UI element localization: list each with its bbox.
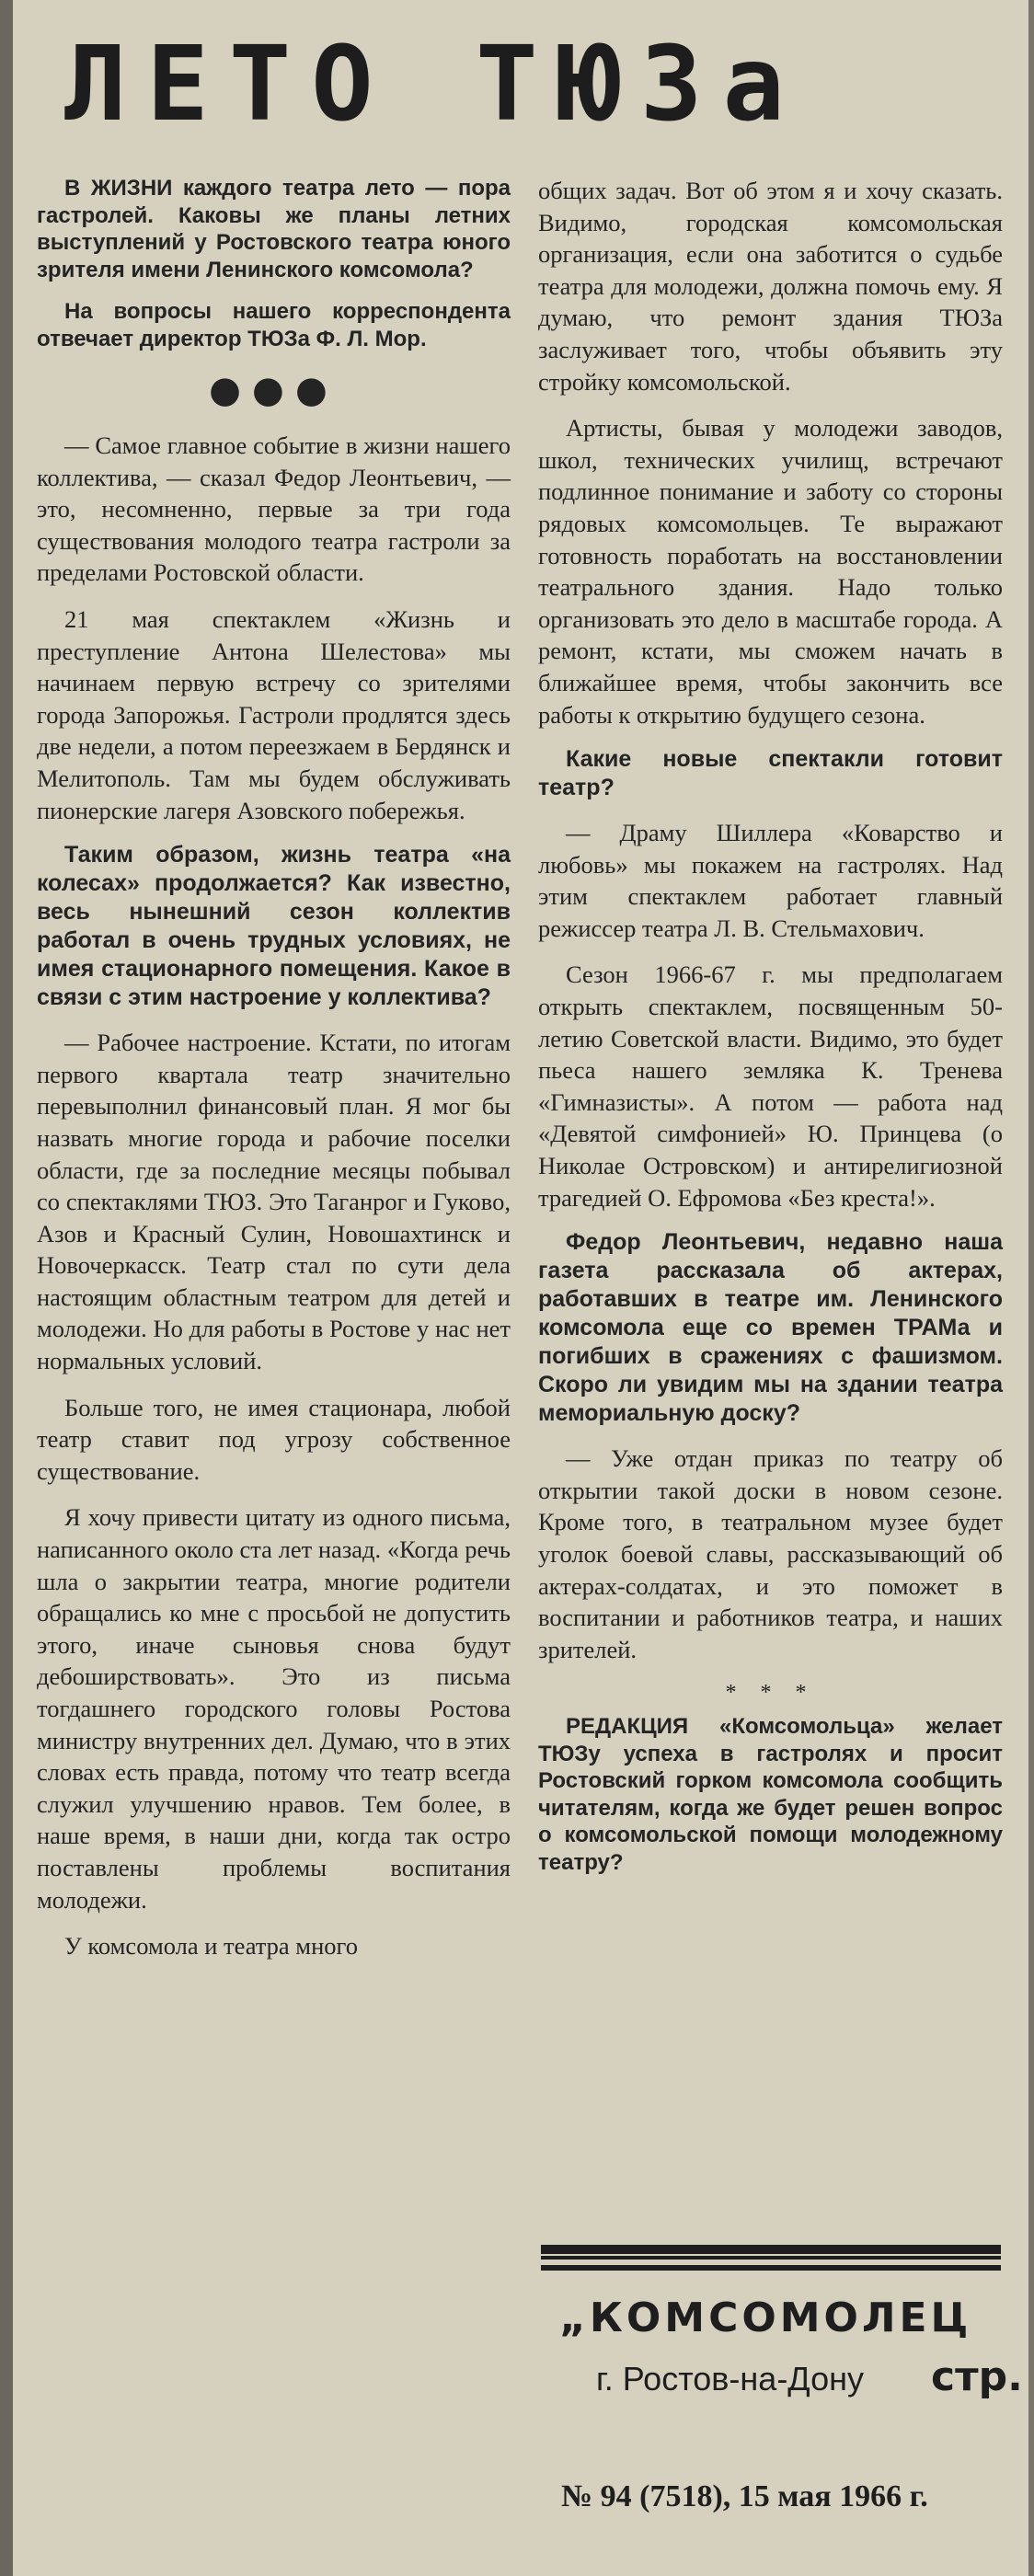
clipping-edge-left <box>0 0 13 2576</box>
page-label: стр. <box>931 2353 1023 2400</box>
section-divider-dots: ●●● <box>209 369 339 411</box>
footer-rule <box>541 2256 1001 2260</box>
article-headline: ЛЕТО ТЮЗа <box>64 25 805 144</box>
left-column <box>37 175 511 1977</box>
newspaper-city: г. Ростов-на-Дону <box>596 2360 864 2398</box>
right-column <box>538 175 1003 1891</box>
body-paragraph: У комсомола и театра много <box>64 1932 358 1961</box>
footer-rule <box>541 2245 1001 2254</box>
body-paragraph: Больше того, не имея стационара, любой театр ставит под угрозу собственное существование. <box>37 1393 511 1485</box>
newspaper-name: „КОМСОМОЛЕЦ <box>559 2294 972 2341</box>
editorial-note: РЕДАКЦИЯ «Комсомольца» желает ТЮЗу успеха в гастролях и просит Ростовский горком комсомола сообщить читателям, когда же будет решен вопрос о комсомольской помощи молодежному театру? <box>538 1714 1003 1875</box>
clipping-edge-right <box>1028 0 1034 2576</box>
section-divider-stars: * * * <box>725 1681 816 1706</box>
body-paragraph: — Самое главное событие в жизни нашего коллектива, — сказал Федор Леонтьевич, — это, несомненно, первые за три года существования молодого театра гастроли за пределами Ростовской области. <box>37 431 511 587</box>
body-paragraph: — Рабочее настроение. Кстати, по итогам первого квартала театр значительно перевыполнил финансовый план. Я мог бы назвать многие города и рабочие поселки области, где за последние месяцы побывал со спектаклями ТЮЗ. Это Таганрог и Гуково, Азов и Красный Сулин, Новошахтинск и Новочеркасск. Театр стал по сути дела настоящим областным театром для детей и молодежи. Но для работы в Ростове у нас нет нормальных условий. <box>37 1029 511 1375</box>
interview-question: Таким образом, жизнь театра «на колесах» продолжается? Как известно, весь нынешний сезон коллектив работал в очень трудных условиях, не имея стационарного помещения. Какое в связи с этим настроение у коллектива? <box>37 842 511 1011</box>
body-paragraph: Сезон 1966-67 г. мы предполагаем открыть спектаклем, посвященным 50-летию Советской власти. Видимо, это будет пьеса нашего земляка К. Тренева «Гимназисты». А потом — работа над «Девятой симфонией» Ю. Принцева (о Николае Островском) и антирелигиозной трагедией О. Ефромова «Без креста!». <box>538 960 1003 1212</box>
body-paragraph: Артисты, бывая у молодежи заводов, школ, технических училищ, встречают подлинное понимание и заботу со стороны рядовых комсомольцев. Те выражают готовность поработать на восстановлении театрального здания. Надо только организовать это дело в масштабе города. А ремонт, кстати, мы сможем начать в ближайшее время, чтобы закончить все работы к открытию будущего сезона. <box>538 414 1003 729</box>
intro-paragraph: В ЖИЗНИ каждого театра лето — пора гастролей. Каковы же планы летних выступлений у Ростовского театра юного зрителя имени Ленинского комсомола? <box>37 176 511 282</box>
intro-byline: На вопросы нашего корреспондента отвечает директор ТЮЗа Ф. Л. Мор. <box>37 299 511 351</box>
body-paragraph: общих задач. Вот об этом я и хочу сказать. Видимо, городская комсомольская организация, если она заботится о судьбе театра для молодежи, должна помочь ему. Я думаю, что ремонт здания ТЮЗа заслуживает того, чтобы объявить эту стройку комсомольской. <box>538 177 1003 396</box>
body-paragraph: 21 мая спектаклем «Жизнь и преступление Антона Шелестова» мы начинаем первую встречу со зрителями города Запорожья. Гастроли продлятся здесь две недели, а потом переезжаем в Бердянск и Мелитополь. Там мы будем обслуживать пионерские лагеря Азовского побережья. <box>37 604 511 824</box>
interview-question: Какие новые спектакли готовит театр? <box>538 746 1003 801</box>
body-paragraph: — Драму Шиллера «Коварство и любовь» мы покажем на гастролях. Над этим спектаклем работает главный режиссер театра Л. В. Стельмахович. <box>538 819 1003 942</box>
body-paragraph: — Уже отдан приказ по театру об открытии такой доски в новом сезоне. Кроме того, в театральном музее будет уголок боевой славы, рассказывающий об актерах-солдатах, и это поможет в воспитании и работников театра, и наших зрителей. <box>538 1444 1003 1663</box>
footer-rule <box>541 2265 1001 2271</box>
body-paragraph: Я хочу привести цитату из одного письма, написанного около ста лет назад. «Когда речь шла о закрытии театра, многие родители обращались ко мне с просьбой не допустить этого, иначе сыновья снова будут дебоширствовать». Это из письма тогдашнего городского головы Ростова министру внутренних дел. Думаю, что в этих словах есть правда, потому что театр всегда служил улучшению нравов. Тем более, в наше время, в наши дни, когда так остро поставлены проблемы воспитания молодежи. <box>37 1503 511 1914</box>
issue-info: № 94 (7518), 15 мая 1966 г. <box>561 2479 928 2513</box>
interview-question: Федор Леонтьевич, недавно наша газета рассказала об актерах, работавших в театре им. Ленинского комсомола еще со времен ТРАМа и погибших в сражениях с фашизмом. Скоро ли увидим мы на здании театра мемориальную доску? <box>538 1229 1003 1427</box>
